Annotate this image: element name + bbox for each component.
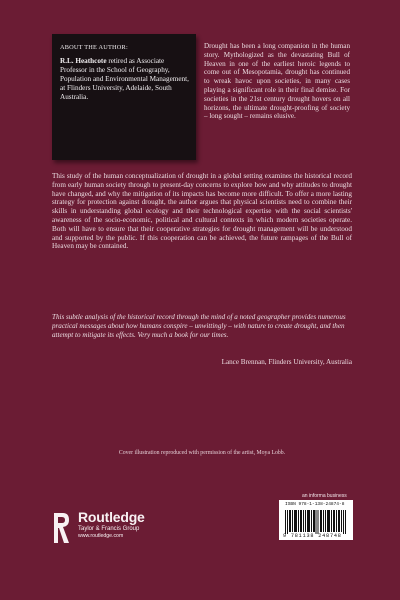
about-author-box: [52, 34, 196, 160]
description-text: This study of the human conceptualization of drought in a global setting examines the historical record from early human society through to present-day concerns to explore how and why attitudes to drought have changed, and why the mitigation of its impacts has become more difficult. To offer a more lasting strategy for protection against drought, the author argues that physical scientists need to combine their skills in understanding global ecology and their technological expertise with the social scientists' awareness of the socio-economic, political and cultural contexts in which modern societies operate. Both will have to ensure that their cooperative strategies for drought management will be understood and supported by the public. If this cooperation can be achieved, the future rampages of the Bull of Heaven may be contained.: [52, 172, 352, 251]
barcode-icon: [285, 510, 347, 534]
publisher-block: [78, 510, 145, 539]
author-bio-text: retired as Associate Professor in the School of Geography, Population and Environmental Management, at Flinders University, Adelaide, South Australia.: [60, 57, 189, 101]
barcode-box: [279, 500, 353, 540]
review-quote: This subtle analysis of the historical record through the mind of a noted geographer provides numerous practical messages about how humans conspire – unwittingly – with nature to create drought, and then attempt to mitigate its effects. Very much a book for our times.: [52, 313, 346, 339]
informa-tagline: an informa business: [302, 493, 347, 499]
routledge-logo-icon: [52, 511, 71, 545]
barcode-number: 9 781138 248748: [283, 533, 342, 539]
publisher-group: Taylor & Francis Group: [78, 526, 140, 532]
author-bio: [60, 57, 191, 102]
reviewer-attribution: Lance Brennan, Flinders University, Australia: [221, 358, 352, 366]
cover-credit: Cover illustration reproduced with permission of the artist, Moya Lobb.: [118, 450, 286, 456]
publisher-url: www.routledge.com: [78, 533, 124, 539]
isbn-label: ISBN 978-1-138-24874-8: [285, 502, 345, 507]
blurb-text: Drought has been a long companion in the human story. Mythologized as the devastating Bull of Heaven in one of the earliest heroic legends to come out of Mesopotamia, drought has continued to wreak havoc upon societies, in many cases playing a significant role in their final demise. For societies in the 21st century drought hovers on all horizons, the ultimate drought-proofing of society – long sought – remains elusive.: [204, 42, 350, 121]
about-author-heading: ABOUT THE AUTHOR:: [60, 44, 128, 51]
publisher-name: Routledge: [78, 509, 145, 525]
author-name: R.L. Heathcote: [60, 57, 107, 65]
